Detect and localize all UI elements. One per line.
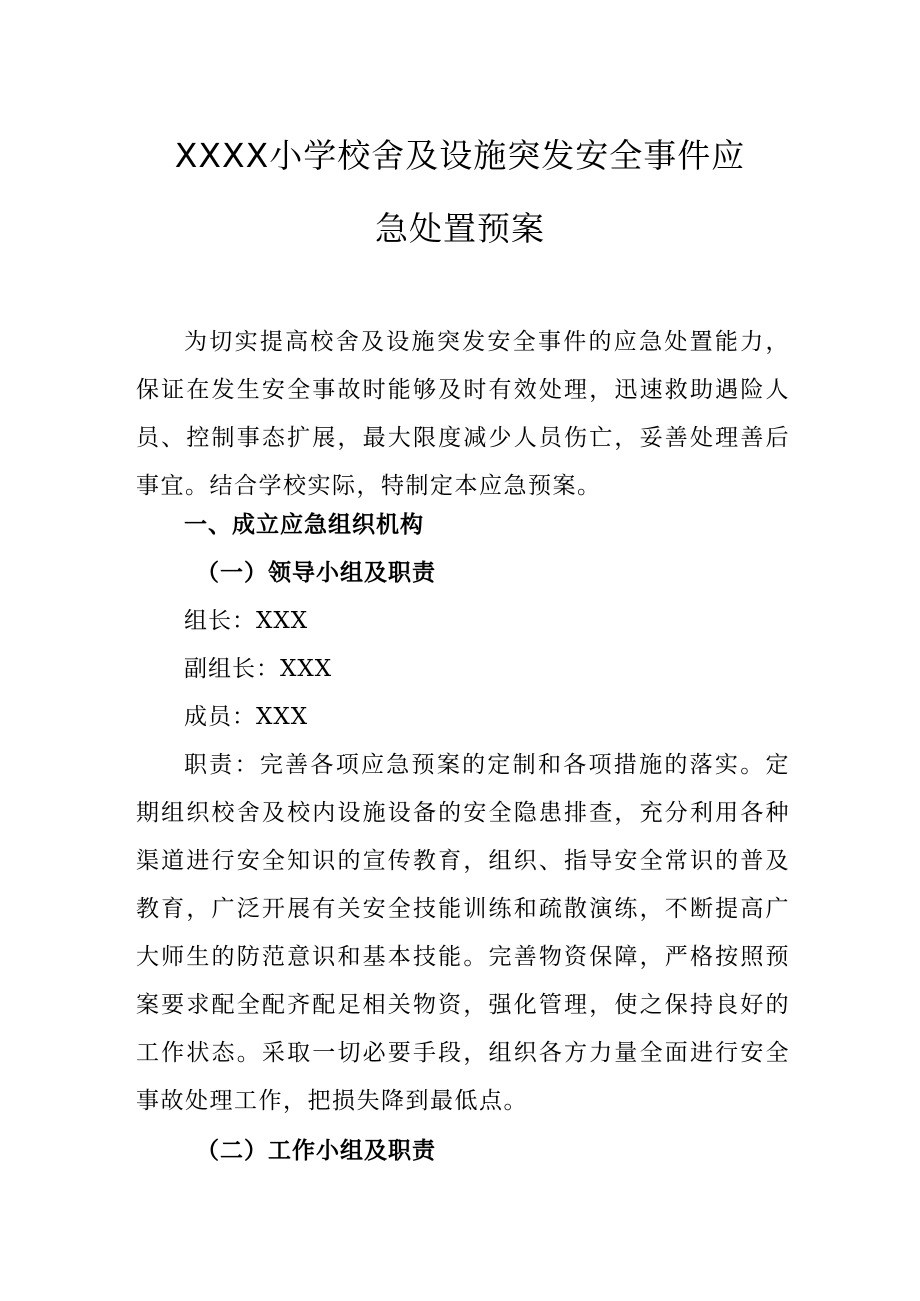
subsection-heading-leadership: （一）领导小组及职责 xyxy=(196,560,436,586)
deputy-leader-line: 副组长：XXX xyxy=(184,656,333,682)
intro-paragraph: 为切实提高校舍及设施突发安全事件的应急处置能力，保证在发生安全事故时能够及时有效处理，迅速救助遇险人员、控制事态扩展，最大限度减少人员伤亡，妥善处理善后事宜。结合学校实际，特制定本应急预案。 xyxy=(136,329,790,499)
members-line: 成员：XXX xyxy=(184,704,309,730)
document-title-line-1: XXXX小学校舍及设施突发安全事件应 xyxy=(174,136,746,175)
section-heading-organization: 一、成立应急组织机构 xyxy=(184,512,424,538)
leader-line: 组长：XXX xyxy=(184,608,309,634)
document-title-line-2: 急处置预案 xyxy=(375,209,545,248)
subsection-heading-working-group: （二）工作小组及职责 xyxy=(196,1138,436,1164)
duties-paragraph: 职责：完善各项应急预案的定制和各项措施的落实。定期组织校舍及校内设施设备的安全隐患排查，充分利用各种渠道进行安全知识的宣传教育，组织、指导安全常识的普及教育，广泛开展有关安全技能训练和疏散演练，不断提高广大师生的防范意识和基本技能。完善物资保障，严格按照预案要求配全配齐配足相关物资，强化管理，使之保持良好的工作状态。采取一切必要手段，组织各方力量全面进行安全事故处理工作，把损失降到最低点。 xyxy=(136,752,790,1114)
